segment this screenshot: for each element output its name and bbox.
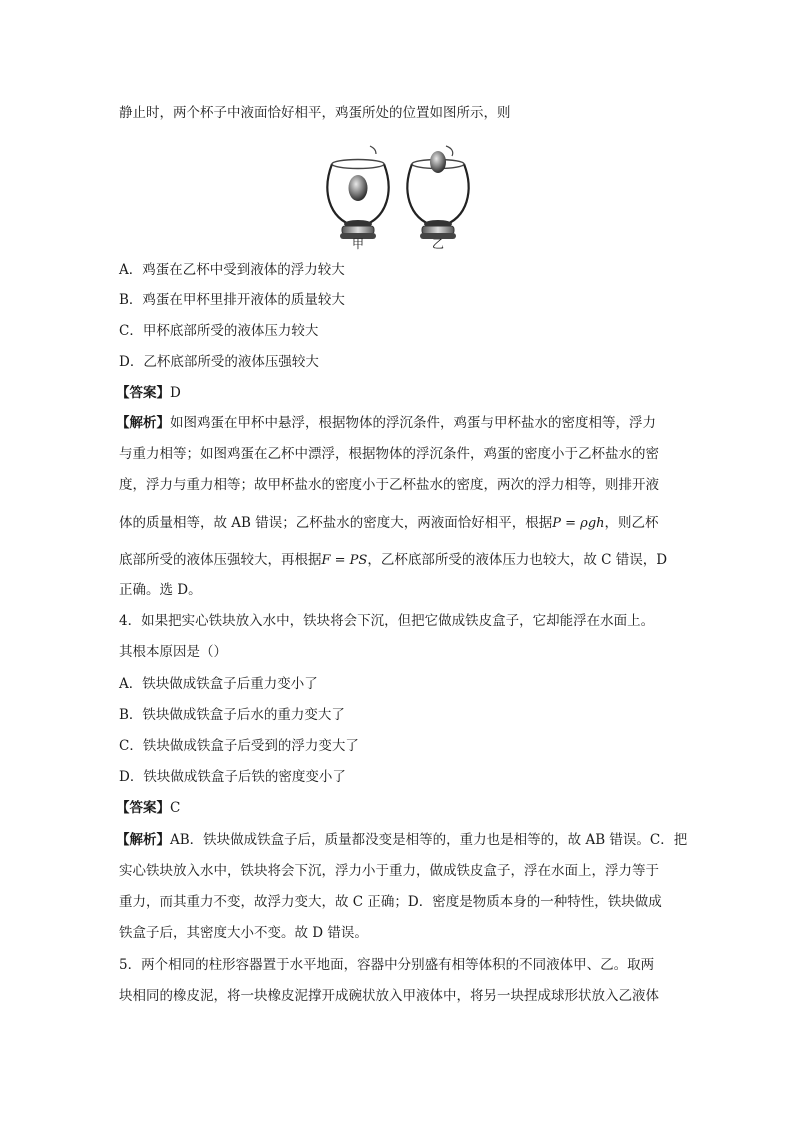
label-jia: 甲 xyxy=(352,237,365,251)
egg-cups-illustration xyxy=(318,140,478,252)
cup-yi xyxy=(407,146,468,239)
formula-pressure: P = ρgh xyxy=(552,516,605,531)
formula-force: F = PS xyxy=(321,553,368,568)
q3-option-c: C．甲杯底部所受的液体压力较大 xyxy=(119,323,319,339)
q3-answer xyxy=(116,383,181,403)
answer-value: C xyxy=(170,800,181,816)
egg-yi xyxy=(430,151,446,173)
q5-stem-line-1: 5．两个相同的柱形容器置于水平地面，容器中分别盛有相等体积的不同液体甲、乙。取两 xyxy=(119,957,655,973)
answer-label: 【答案】 xyxy=(116,385,170,401)
q4-option-a: A．铁块做成铁盒子后重力变小了 xyxy=(119,676,318,692)
q4-analysis-line-4: 铁盒子后，其密度大小不变。故 D 错误。 xyxy=(119,925,368,941)
intro-text: 静止时，两个杯子中液面恰好相平，鸡蛋所处的位置如图所示，则 xyxy=(119,105,511,121)
q3-analysis-line-2: 与重力相等；如图鸡蛋在乙杯中漂浮，根据物体的浮沉条件，鸡蛋的密度小于乙杯盐水的密 xyxy=(119,446,659,462)
q4-option-b: B．铁块做成铁盒子后水的重力变大了 xyxy=(119,707,345,723)
cup-jia xyxy=(327,146,388,239)
q4-stem-line-1: 4．如果把实心铁块放入水中，铁块将会下沉，但把它做成铁皮盒子，它却能浮在水面上。 xyxy=(119,613,655,629)
q4-stem-line-2: 其根本原因是（） xyxy=(119,644,227,660)
analysis-label: 【解析】 xyxy=(116,415,170,431)
answer-value: D xyxy=(170,385,181,401)
q3-analysis-line-1 xyxy=(116,413,656,433)
analysis-label: 【解析】 xyxy=(116,832,170,848)
q3-option-d: D．乙杯底部所受的液体压强较大 xyxy=(119,354,319,370)
q4-option-d: D．铁块做成铁盒子后铁的密度变小了 xyxy=(119,769,346,785)
analysis-text: AB．铁块做成铁盒子后，质量都没变是相等的，重力也是相等的，故 AB 错误。C．把 xyxy=(170,832,688,848)
analysis-text: 体的质量相等，故 AB 错误；乙杯盐水的密度大，两液面恰好相平，根据 xyxy=(119,515,553,531)
answer-label: 【答案】 xyxy=(116,800,170,816)
q4-option-c: C．铁块做成铁盒子后受到的浮力变大了 xyxy=(119,738,359,754)
q4-analysis-line-3: 重力，而其重力不变，故浮力变大，故 C 正确；D．密度是物质本身的一种特性，铁块做成 xyxy=(119,894,662,910)
q3-option-b: B．鸡蛋在甲杯里排开液体的质量较大 xyxy=(119,292,345,308)
analysis-text: 底部所受的液体压强较大，再根据 xyxy=(119,552,322,568)
q3-analysis-line-6: 正确。选 D。 xyxy=(119,582,202,598)
analysis-text: 如图鸡蛋在甲杯中悬浮，根据物体的浮沉条件，鸡蛋与甲杯盐水的密度相等，浮力 xyxy=(170,415,656,431)
q5-stem-line-2: 块相同的橡皮泥，将一块橡皮泥撑开成碗状放入甲液体中，将另一块捏成球形状放入乙液体 xyxy=(119,988,659,1004)
q4-answer xyxy=(116,798,180,818)
q4-analysis-line-1 xyxy=(116,830,687,850)
q3-analysis-line-5 xyxy=(119,550,667,571)
egg-cups-figure xyxy=(318,140,478,252)
analysis-text: ，则乙杯 xyxy=(604,515,659,531)
label-yi: 乙 xyxy=(432,237,445,251)
analysis-text: ，乙杯底部所受的液体压力也较大，故 C 错误，D xyxy=(367,552,668,568)
egg-jia xyxy=(349,175,368,201)
q3-option-a: A．鸡蛋在乙杯中受到液体的浮力较大 xyxy=(119,262,345,278)
q3-analysis-line-4 xyxy=(119,513,659,534)
q4-analysis-line-2: 实心铁块放入水中，铁块将会下沉，浮力小于重力，做成铁皮盒子，浮在水面上，浮力等于 xyxy=(119,863,659,879)
q3-analysis-line-3: 度，浮力与重力相等；故甲杯盐水的密度小于乙杯盐水的密度，两次的浮力相等，则排开液 xyxy=(119,477,659,493)
